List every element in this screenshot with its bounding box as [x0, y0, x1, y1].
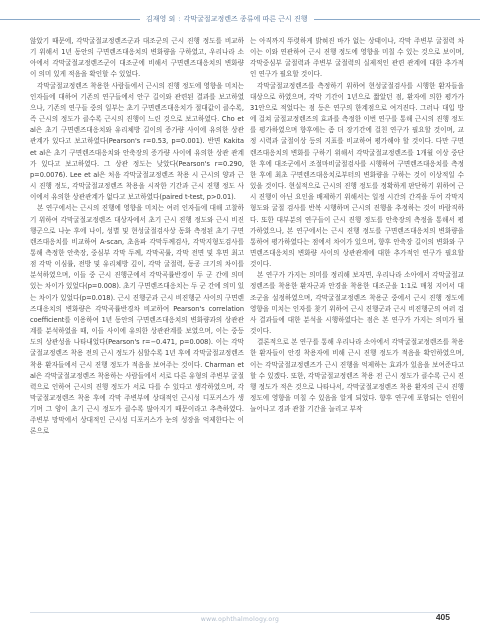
header-authors: 김재영 외: [146, 15, 176, 23]
right-paragraph-1: 는 아직까지 뚜렷하게 밝혀진 바가 없는 상태이나, 각막 주변부 굴절력 차이는 이와 연관하여 근시 진행 정도에 영향을 미칠 수 있는 것으로 보이며, 각막중심부 굴절력과 주변부 굴절력의 실제적인 관련 관계에 대한 추가적인 연구가 필요할 것이다.: [250, 37, 464, 79]
right-paragraph-4: 결론적으로 본 연구를 통해 우리나라 소아에서 각막굴절교정렌즈를 착용한 환자들이 안경 착용자에 비해 근시 진행 정도가 적음을 확인하였으며, 이는 각막굴절교정렌즈가 근시 진행을 억제하는 효과가 있음을 보여준다고 할 수 있겠다. 또한, 각막굴절교정렌즈 착용 전 근시 정도가 클수록 근시 진행 정도가 적은 것으로 나타나서, 각막굴절교정렌즈 착용 환자의 근시 진행 정도에 영향을 미칠 수 있음을 알게 되었다. 향후 연구에 포함되는 인원이 늘어나고 경과 관찰 기간을 늘리고 부작: [250, 338, 464, 414]
left-paragraph-3: 본 연구에서는 근시의 진행에 영향을 미치는 여러 인자들에 대해 고찰하기 위하여 각막굴절교정렌즈 대상자에서 초기 근시 진행 정도와 근시 비진행군으로 나눈 후에 나이, 성별 및 현성굴절검사상 동화 측정된 초기 구면렌즈대응치를 비교하여 A-scan, 초음파 각막두께검사, 각막지형도검사를 통해 측정한 안축장, 중심부 각막 두께, 각막곡률, 각막 전면 및 후면 최고점 각막 이심률, 전방 및 유리체방 깊이, 각막 굴절력, 동공 크기의 차이를 분석하였으며, 이들 중 근시 진행군에서 각막곡률반경이 두 군 간에 의미 있는 차이가 있었다(p=0.008). 초기 구면렌즈대응치는 두 군 간에 의미 있는 차이가 있었다(p=0.018). 근시 진행군과 근시 비진행군 사이의 구면렌즈대응치의 변화량은 각막곡률반경차 비교하여 Pearson's correlation coefficient를 이용하여 1년 동안의 구면렌즈대응치의 변화량과의 상관관계를 분석하였을 때, 이들 사이에 유의한 상관관계를 보였으며, 이는 중등도의 상관성을 나타내었다(Pearson's r=−0.471, p=0.008). 이는 각막굴절교정렌즈 착용 전의 근시 정도가 심할수록 1년 후에 각막굴절교정렌즈 착용 환자들에서 근시 진행 정도가 적음을 보여주는 것이다. Charman et al은 각막굴절교정렌즈 착용하는 사람들에서 서로 다른 유형의 주변부 굴절력으로 인하여 근시의 진행 정도가 서로 다를 수 있다고 생각하였으며, 각막굴절교정렌즈 착용 후에 각막 주변부에 상대적인 근시성 디포커스가 생기며 그 양이 초기 근시 정도가 클수록 많아지기 때문이라고 추측하였다. 주변부 망막에서 상대적인 근시성 디포커스가 눈의 성장을 억제한다는 이론으로: [30, 204, 244, 436]
footer-rule: [30, 612, 450, 613]
running-header: [0, 8, 480, 32]
header-separator: :: [178, 15, 181, 23]
page-number: 405: [435, 612, 450, 622]
right-paragraph-3: 본 연구가 가지는 의미를 정리해 보자면, 우리나라 소아에서 각막굴절교정렌즈를 착용한 환자군과 안경을 착용한 대조군을 1:1로 매칭 지어서 대조군을 설정하였으며, 각막굴절교정렌즈 착용군 중에서 근시 진행 정도에 영향을 미치는 인자를 찾기 위하여 근시 진행군과 근시 비진행군의 여러 검사 결과들에 대한 분석을 시행하였다는 점은 본 연구가 가지는 의미가 될 것이다.: [250, 271, 464, 336]
header-title: 각막굴절교정렌즈 종류에 따른 근시 진행: [183, 15, 308, 23]
right-paragraph-2: 각막굴절교정렌즈를 측정하기 위하여 현성굴절검사를 시행한 환자들을 대상으로 하였으며, 각막 기간이 1년으로 짧았던 점, 환자에 의한 평가가 31안으로 적었다는 점 등은 연구의 한계점으로 여겨진다. 그러나 대입 방에 걸쳐 굴절교정렌즈의 효과를 측정한 이번 연구를 통해 근시의 진행 정도를 평가하였으며 향후에는 좀 더 장기간에 걸친 연구가 필요할 것이며, 교정 시력과 굴절이상 등의 지표를 비교하여 평가해야 할 것이다. 다만 구면렌즈대응치의 변화를 구하기 위해서 각막굴절교정렌즈를 1개월 이상 중단한 후에 대조군에서 조절마비굴절검사를 시행하여 구면렌즈대응치를 측정한 후에 최초 구면렌즈대응치로부터의 변화량을 구하는 것이 이상적일 수 있을 것이다. 현실적으로 근시의 진행 정도를 정확하게 판단하기 위하여 근시 진행이 아닌 요인을 배제하기 위해서는 일정 시간의 간격을 두어 각막지형도와 굴절 검사를 반복 시행하며 근시의 진행을 추정하는 것이 바람직하다. 또한 대부분의 연구들이 근시 진행 정도를 안축장의 측정을 통해서 평가하였으나, 본 연구에서는 근시 진행 정도를 구면렌즈대응치의 변화량을 통하여 평가하였다는 점에서 차이가 있으며, 향후 안축장 길이의 변화와 구면렌즈대응치의 변화량 사이의 상관관계에 대한 추가적인 연구가 필요할 것이다.: [250, 81, 464, 269]
running-header-label: [140, 12, 314, 26]
footer-url: www.ophthalmology.org: [200, 616, 280, 623]
left-paragraph-2: 각막굴절교정렌즈 착용한 사람들에서 근시의 진행 정도에 영향을 미치는 인자들에 대하여 기존의 연구들에서 안구 길이와 관련된 결과를 보고하였으나, 기존의 연구들 중의 일부는 초기 구면렌즈대응치가 절대값이 클수록, 즉 근시의 정도가 클수록 근시의 진행이 느린 것으로 보고하였다. Cho et al은 초기 구면렌즈대응치와 유리체방 길이의 증가량 사이에 유의한 상관 관계가 있다고 보고하였다(Pearson's r=0.53, p=0.001). 반면 Kakita et al은 초기 구면렌즈대응치와 안축장의 증가량 사이에 유의한 상관 관계가 있다고 보고하였다. 그 상관 정도는 낮았다(Pearson's r=0.290, p=0.0076). Lee et al은 처음 각막굴절교정렌즈 착용 시 근시의 양과 근시 진행 정도, 각막굴절교정렌즈 착용을 시작한 기간과 근시 진행 정도 사이에서 유의한 상관관계가 없다고 보고하였다(paired t-test, p>0.01).: [30, 81, 244, 202]
left-column: [30, 36, 244, 438]
right-column: [250, 36, 464, 415]
left-paragraph-1: 않았기 때문에, 각막굴절교정렌즈군과 대조군의 근시 진행 정도를 비교하기 위해서 1년 동안의 구면렌즈대응치의 변화량을 구하였고, 우리나라 소아에서 각막굴절교정렌즈군이 대조군에 비해서 구면렌즈대응치의 변화량이 의미 있게 적음을 확인할 수 있었다.: [30, 37, 244, 79]
